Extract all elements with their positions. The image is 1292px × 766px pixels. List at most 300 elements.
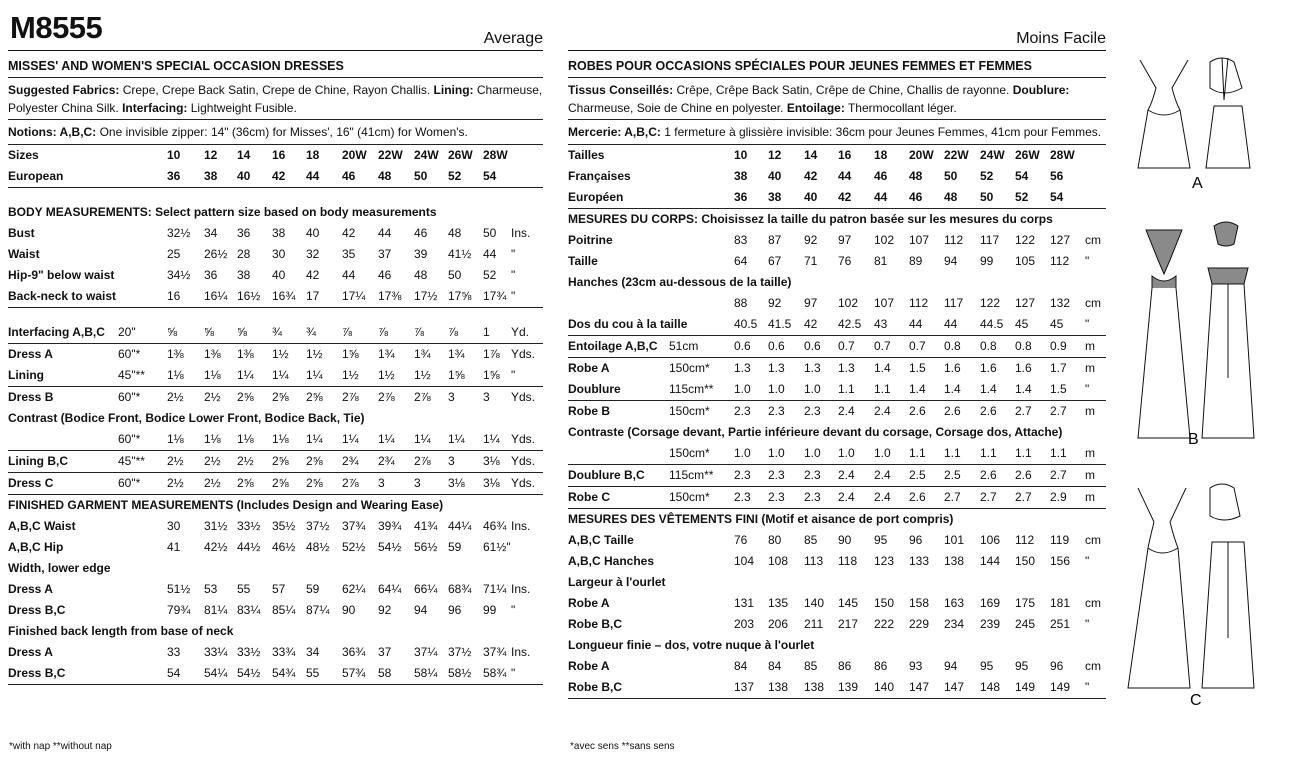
- table-cell: 149: [1050, 679, 1071, 694]
- table-row: [8, 642, 543, 663]
- table-cell: 0.9: [1050, 338, 1067, 353]
- table-cell: 3: [414, 475, 421, 490]
- table-cell: 2.7: [980, 489, 997, 504]
- interfacing-label: Interfacing:: [122, 100, 188, 115]
- table-cell: 1.3: [804, 360, 821, 375]
- table-cell: 1¾: [378, 346, 395, 361]
- table-cell: 1.1: [909, 445, 926, 460]
- row-label: Robe B: [568, 403, 610, 418]
- table-cell: 2.7: [1050, 403, 1067, 418]
- unit-label: m: [1085, 489, 1095, 504]
- row-label: Françaises: [568, 168, 631, 183]
- table-cell: 97: [804, 295, 818, 310]
- table-cell: 17¾: [483, 288, 507, 303]
- table-cell: 1.0: [768, 381, 785, 396]
- table-heading-row: [8, 621, 543, 642]
- table-heading-row: [568, 272, 1106, 293]
- table-cell: 44¼: [448, 518, 472, 533]
- table-cell: 54¼: [204, 665, 228, 680]
- table-cell: 53: [204, 581, 218, 596]
- table-cell: 1¼: [448, 431, 465, 446]
- table-cell: 2½: [204, 475, 221, 490]
- table-row: [568, 251, 1106, 272]
- lining-text-fr: Charmeuse, Soie de Chine en polyester.: [568, 100, 784, 115]
- table-cell: 90: [838, 532, 852, 547]
- table-cell: 85: [804, 532, 818, 547]
- table-cell: 1½: [342, 367, 359, 382]
- table-cell: 42½: [204, 539, 228, 554]
- table-cell: 1.1: [874, 381, 891, 396]
- table-cell: 54¾: [272, 665, 296, 680]
- unit-label: Yds.: [511, 475, 536, 490]
- fabric-width: 150cm*: [669, 403, 710, 418]
- unit-label: ": [511, 288, 516, 303]
- table-cell: 0.6: [768, 338, 785, 353]
- table-cell: 108: [768, 553, 789, 568]
- table-cell: 38: [272, 225, 286, 240]
- table-cell: 2⅞: [342, 389, 359, 404]
- table-cell: 41½: [448, 246, 472, 261]
- table-cell: 2½: [167, 389, 184, 404]
- table-cell: 71¼: [483, 581, 507, 596]
- row-label: European: [8, 168, 64, 183]
- table-row: [8, 387, 543, 408]
- table-row: [8, 322, 543, 344]
- difficulty-level-fr: Moins Facile: [1016, 30, 1106, 47]
- fabric-width: 60"*: [118, 389, 141, 404]
- table-cell: ¾: [306, 324, 317, 339]
- table-cell: 14: [804, 147, 818, 162]
- table-cell: 99: [483, 602, 497, 617]
- table-cell: 37¾: [342, 518, 366, 533]
- unit-label: Ins.: [511, 644, 531, 659]
- unit-label: Ins.: [511, 581, 531, 596]
- row-label: Poitrine: [568, 232, 613, 247]
- table-cell: 45: [1015, 316, 1029, 331]
- row-label: Entoilage A,B,C: [568, 338, 658, 353]
- table-cell: 251: [1050, 616, 1071, 631]
- table-cell: 40.5: [734, 316, 758, 331]
- unit-label: cm: [1085, 532, 1101, 547]
- row-label: Tailles: [568, 147, 605, 162]
- view-a-label: A: [1192, 175, 1203, 192]
- table-cell: 37¼: [414, 644, 438, 659]
- table-cell: 94: [944, 658, 958, 673]
- table-cell: 99: [980, 253, 994, 268]
- table-cell: 1¾: [414, 346, 431, 361]
- unit-label: m: [1085, 360, 1095, 375]
- table-cell: 92: [768, 295, 782, 310]
- table-cell: 42: [804, 316, 818, 331]
- table-cell: 57: [272, 581, 286, 596]
- table-cell: 56: [1050, 168, 1064, 183]
- row-label: Sizes: [8, 147, 39, 162]
- table-cell: 2⅝: [272, 475, 289, 490]
- table-cell: 2.7: [1015, 403, 1032, 418]
- table-cell: 1⅜: [204, 346, 221, 361]
- table-cell: 1¼: [272, 367, 289, 382]
- table-cell: 1⅜: [237, 346, 254, 361]
- unit-label: ": [511, 665, 516, 680]
- table-cell: 37: [378, 644, 392, 659]
- table-cell: 0.6: [734, 338, 751, 353]
- table-cell: 95: [980, 658, 994, 673]
- fabric-width: 150cm*: [669, 445, 710, 460]
- table-cell: 52: [448, 168, 462, 183]
- interfacing-label-fr: Entoilage:: [786, 100, 845, 115]
- table-cell: 1.0: [804, 445, 821, 460]
- table-cell: 139: [838, 679, 859, 694]
- unit-label: Ins.: [511, 518, 531, 533]
- row-label: A,B,C Hanches: [568, 553, 655, 568]
- table-row: [568, 465, 1106, 487]
- table-cell: 2.9: [1050, 489, 1067, 504]
- unit-label: ": [1085, 316, 1090, 331]
- table-cell: 50: [980, 189, 994, 204]
- table-cell: 2.5: [909, 467, 926, 482]
- table-cell: 2⅝: [306, 389, 323, 404]
- table-cell: 122: [980, 295, 1001, 310]
- fabric-width: 20": [118, 324, 136, 339]
- section-heading: FINISHED GARMENT MEASUREMENTS (Includes Design and Wearing Ease): [8, 497, 444, 512]
- table-cell: 175: [1015, 595, 1036, 610]
- table-cell: 1⅛: [167, 367, 184, 382]
- table-cell: 1.3: [768, 360, 785, 375]
- table-row: [568, 293, 1106, 314]
- table-cell: 58¾: [483, 665, 507, 680]
- row-label: Taille: [568, 253, 598, 268]
- table-cell: 163: [944, 595, 965, 610]
- table-cell: 145: [838, 595, 859, 610]
- interfacing-text-fr: Thermocollant léger.: [847, 100, 957, 115]
- table-cell: ⅞: [448, 324, 459, 339]
- unit-label: ": [511, 246, 516, 261]
- table-cell: 56½: [414, 539, 438, 554]
- table-row: [8, 286, 543, 308]
- table-cell: 54: [483, 168, 497, 183]
- table-cell: 48: [909, 168, 923, 183]
- table-cell: 12: [204, 147, 218, 162]
- table-cell: 1.4: [980, 381, 997, 396]
- table-cell: 2.3: [768, 403, 785, 418]
- table-cell: 107: [874, 295, 895, 310]
- unit-label: Yds.: [511, 346, 536, 361]
- table-cell: 2.3: [768, 489, 785, 504]
- view-c-label: C: [1190, 692, 1202, 708]
- table-row: [8, 663, 543, 685]
- table-cell: 181: [1050, 595, 1071, 610]
- table-cell: 58: [378, 665, 392, 680]
- table-cell: 68¾: [448, 581, 472, 596]
- table-cell: 37: [378, 246, 392, 261]
- row-label: Doublure: [568, 381, 621, 396]
- table-cell: 44.5: [980, 316, 1004, 331]
- table-cell: 33½: [237, 644, 261, 659]
- table-cell: 1.7: [1050, 360, 1067, 375]
- table-cell: 28W: [483, 147, 508, 162]
- table-cell: 2.3: [804, 403, 821, 418]
- table-cell: 87¼: [306, 602, 330, 617]
- table-cell: 2.7: [944, 489, 961, 504]
- row-label: Dress C: [8, 475, 54, 490]
- table-cell: 81¼: [204, 602, 228, 617]
- table-heading-row: [8, 558, 543, 579]
- table-cell: 140: [804, 595, 825, 610]
- table-cell: 2.3: [734, 467, 751, 482]
- fabrics-text: Crepe, Crepe Back Satin, Crepe de Chine, Rayon Challis.: [122, 83, 431, 97]
- header-fr: [568, 0, 1106, 50]
- view-a-front-sketch: [1138, 60, 1190, 168]
- table-row: [568, 230, 1106, 251]
- table-cell: 30: [167, 518, 181, 533]
- table-cell: 150: [874, 595, 895, 610]
- table-cell: 1¼: [483, 431, 500, 446]
- table-cell: 18: [874, 147, 888, 162]
- section-heading: Finished back length from base of neck: [8, 623, 234, 638]
- row-label: Bust: [8, 225, 35, 240]
- table-cell: 61½": [483, 539, 511, 554]
- table-cell: 2.4: [874, 403, 891, 418]
- table-row: [568, 656, 1106, 677]
- row-label: Lining B,C: [8, 453, 68, 468]
- table-cell: 16½: [237, 288, 261, 303]
- table-cell: 34½: [167, 267, 191, 282]
- table-cell: 2¾: [342, 453, 359, 468]
- table-cell: 1.0: [734, 445, 751, 460]
- table-row: [568, 593, 1106, 614]
- table-cell: 85¼: [272, 602, 296, 617]
- table-cell: 38: [768, 189, 782, 204]
- table-row: [8, 166, 543, 188]
- section-heading: MESURES DES VÊTEMENTS FINI (Motif et aisance de port compris): [568, 511, 954, 526]
- section-heading: Hanches (23cm au-dessous de la taille): [568, 274, 792, 289]
- table-cell: 1.6: [944, 360, 961, 375]
- table-cell: 2⅝: [237, 389, 254, 404]
- table-row: [8, 265, 543, 286]
- table-cell: 33¼: [204, 644, 228, 659]
- table-cell: 10: [734, 147, 748, 162]
- row-label: Dress B,C: [8, 665, 66, 680]
- table-cell: 76: [734, 532, 748, 547]
- table-cell: 37¾: [483, 644, 507, 659]
- table-cell: 46: [874, 168, 888, 183]
- table-cell: 52: [1015, 189, 1029, 204]
- table-cell: 46: [342, 168, 356, 183]
- table-cell: 2⅝: [306, 453, 323, 468]
- table-cell: 40: [768, 168, 782, 183]
- table-cell: 2.6: [980, 467, 997, 482]
- table-cell: 138: [944, 553, 965, 568]
- table-cell: 66¼: [414, 581, 438, 596]
- table-cell: 2½: [204, 453, 221, 468]
- table-cell: 1.0: [804, 381, 821, 396]
- table-cell: 95: [1015, 658, 1029, 673]
- table-heading-row: [568, 209, 1106, 230]
- table-cell: 1⅞: [483, 346, 500, 361]
- table-cell: 2⅝: [272, 453, 289, 468]
- table-cell: 112: [1050, 253, 1070, 268]
- row-label: Dos du cou à la taille: [568, 316, 688, 331]
- table-cell: 1¼: [237, 367, 254, 382]
- table-cell: 36¾: [342, 644, 366, 659]
- table-cell: 1.6: [1015, 360, 1032, 375]
- table-cell: 2.4: [838, 467, 855, 482]
- table-cell: 58½: [448, 665, 472, 680]
- table-cell: 44½: [237, 539, 261, 554]
- table-cell: 48: [378, 168, 392, 183]
- table-cell: 1.0: [874, 445, 891, 460]
- table-cell: 35½: [272, 518, 296, 533]
- table-cell: 67: [768, 253, 782, 268]
- table-row: [568, 314, 1106, 336]
- unit-label: ": [511, 602, 516, 617]
- notions-text: One invisible zipper: 14" (36cm) for Misses', 16" (41cm) for Women's.: [99, 125, 468, 139]
- table-cell: 2¾: [378, 453, 395, 468]
- table-cell: 0.8: [980, 338, 997, 353]
- table-cell: 42.5: [838, 316, 862, 331]
- section-heading: Contraste (Corsage devant, Partie inférieure devant du corsage, Corsage dos, Attache): [568, 424, 1063, 439]
- table-cell: 76: [838, 253, 852, 268]
- table-cell: 1.5: [1050, 381, 1067, 396]
- fabric-width: 115cm**: [669, 381, 714, 396]
- footnote: *with nap **without nap: [9, 741, 112, 752]
- table-cell: 107: [909, 232, 930, 247]
- table-cell: 1.3: [734, 360, 751, 375]
- table-cell: 132: [1050, 295, 1071, 310]
- table-cell: 1¼: [342, 431, 359, 446]
- table-cell: 229: [909, 616, 930, 631]
- table-cell: 113: [804, 553, 824, 568]
- table-cell: 40: [272, 267, 286, 282]
- table-cell: 41: [167, 539, 181, 554]
- table-cell: 17⅜: [378, 288, 402, 303]
- table-cell: 2.6: [980, 403, 997, 418]
- table-cell: 96: [909, 532, 923, 547]
- table-cell: 22W: [944, 147, 969, 162]
- row-label: A,B,C Waist: [8, 518, 76, 533]
- dress-sketches: [1118, 48, 1288, 708]
- table-cell: 1⅜: [167, 346, 184, 361]
- table-cell: 42: [804, 168, 818, 183]
- table-row: [8, 244, 543, 265]
- table-cell: 97: [838, 232, 852, 247]
- table-cell: 51½: [167, 581, 191, 596]
- unit-label: cm: [1085, 232, 1101, 247]
- table-cell: 2.3: [804, 467, 821, 482]
- table-row: [568, 187, 1106, 209]
- table-cell: 94: [944, 253, 958, 268]
- table-cell: 17⅝: [448, 288, 472, 303]
- table-cell: 84: [734, 658, 748, 673]
- table-cell: ⅝: [204, 324, 215, 339]
- table-cell: 2.3: [734, 403, 751, 418]
- table-cell: 2⅞: [414, 389, 431, 404]
- table-cell: 2.3: [734, 489, 751, 504]
- table-cell: 135: [768, 595, 789, 610]
- table-row: [568, 166, 1106, 187]
- notions-text-fr: 1 fermeture à glissière invisible: 36cm pour Jeunes Femmes, 41cm pour Femmes.: [664, 125, 1102, 139]
- table-row: [8, 365, 543, 387]
- section-heading: Width, lower edge: [8, 560, 111, 575]
- table-cell: 32½: [167, 225, 191, 240]
- table-heading-row: [568, 635, 1106, 656]
- view-b-back-sketch: [1202, 222, 1254, 438]
- table-row: [568, 614, 1106, 635]
- table-cell: 36: [204, 267, 218, 282]
- table-cell: 1⅛: [204, 431, 221, 446]
- table-cell: 147: [909, 679, 930, 694]
- table-cell: 1.0: [734, 381, 751, 396]
- table-row: [568, 379, 1106, 401]
- fabric-width: 45"**: [118, 453, 145, 468]
- unit-label: ": [1085, 679, 1090, 694]
- size-chart-table: [8, 145, 543, 685]
- table-cell: 104: [734, 553, 755, 568]
- table-cell: 81: [874, 253, 888, 268]
- table-cell: 0.7: [838, 338, 855, 353]
- table-heading-row: [568, 509, 1106, 530]
- table-cell: 1⅛: [167, 431, 184, 446]
- table-cell: 2.4: [874, 467, 891, 482]
- fabrics-paragraph: [8, 77, 543, 119]
- table-cell: 1⅝: [483, 367, 500, 382]
- table-cell: 1: [483, 324, 490, 339]
- table-cell: 1.1: [944, 445, 961, 460]
- table-cell: 2.6: [944, 403, 961, 418]
- table-cell: 149: [1015, 679, 1036, 694]
- table-cell: 2⅝: [237, 475, 254, 490]
- unit-label: Ins.: [511, 225, 531, 240]
- table-cell: 20W: [909, 147, 934, 162]
- table-heading-row: [568, 422, 1106, 443]
- table-row: [568, 487, 1106, 509]
- table-cell: 48: [944, 189, 958, 204]
- table-cell: 2.4: [874, 489, 891, 504]
- table-cell: 138: [768, 679, 789, 694]
- table-cell: 52: [980, 168, 994, 183]
- row-label: Robe A: [568, 658, 610, 673]
- table-cell: 1.1: [1015, 445, 1032, 460]
- table-cell: 36: [167, 168, 181, 183]
- row-label: Dress B,C: [8, 602, 66, 617]
- table-cell: 71: [804, 253, 818, 268]
- table-cell: 57¾: [342, 665, 366, 680]
- table-cell: 234: [944, 616, 965, 631]
- table-cell: 55: [306, 665, 320, 680]
- table-cell: 44: [909, 316, 923, 331]
- table-cell: 92: [804, 232, 818, 247]
- table-cell: 44: [874, 189, 888, 204]
- row-label: Dress A: [8, 581, 53, 596]
- table-cell: 38: [237, 267, 251, 282]
- table-cell: 16: [838, 147, 852, 162]
- unit-label: Yd.: [511, 324, 530, 339]
- table-cell: 1½: [378, 367, 395, 382]
- row-label: Dress A: [8, 644, 53, 659]
- views-illustrations: [1118, 48, 1288, 708]
- table-cell: 28: [237, 246, 251, 261]
- table-row: [8, 516, 543, 537]
- unit-label: m: [1085, 338, 1095, 353]
- table-cell: 89: [909, 253, 923, 268]
- table-cell: 2½: [204, 389, 221, 404]
- fabric-width: 60"*: [118, 475, 141, 490]
- table-row: [8, 600, 543, 621]
- table-cell: 44: [944, 316, 958, 331]
- table-cell: 0.7: [909, 338, 926, 353]
- table-cell: 2½: [167, 475, 184, 490]
- table-row: [568, 443, 1106, 465]
